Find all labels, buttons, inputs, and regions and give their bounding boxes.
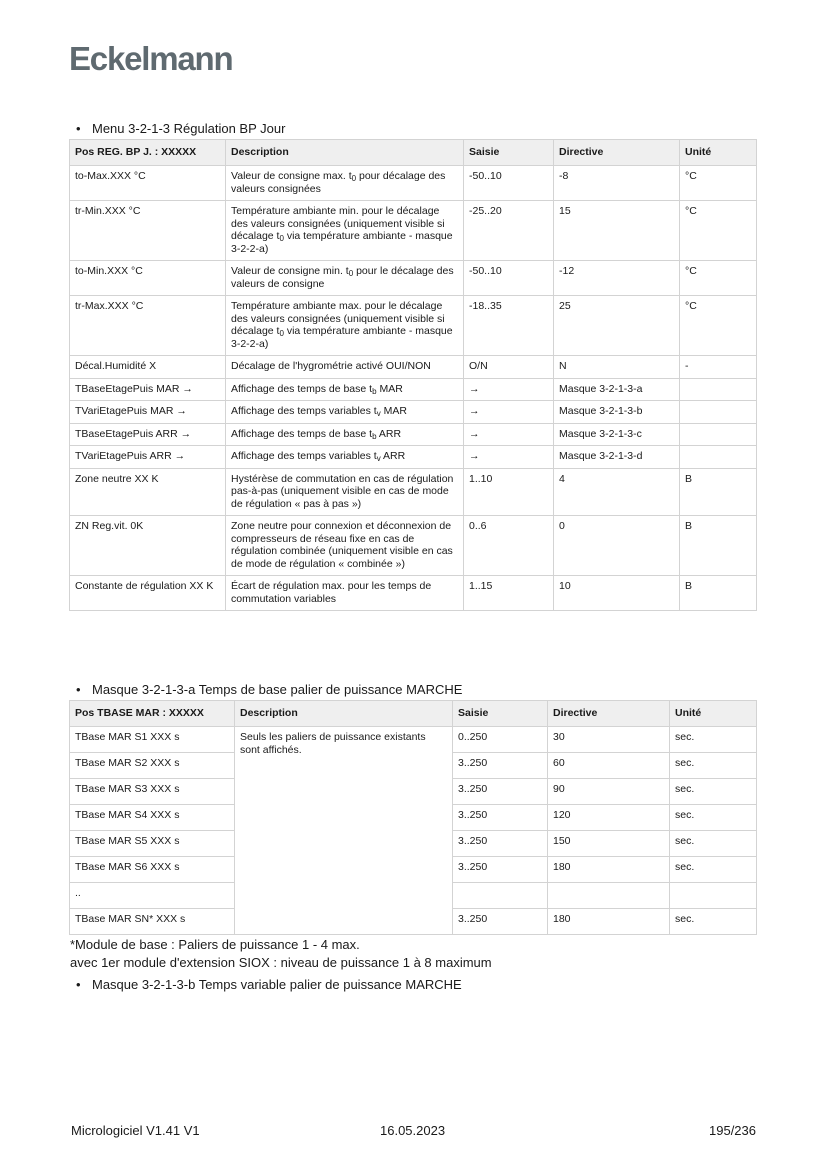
description-subscript: 0 [279, 234, 284, 243]
unite-cell: sec. [670, 727, 757, 753]
saisie-cell: 0..6 [464, 516, 554, 576]
footnote-line-2: avec 1er module d'extension SIOX : niveau de puissance 1 à 8 maximum [70, 955, 492, 970]
unite-cell [680, 423, 757, 446]
col-header-unite: Unité [680, 140, 757, 166]
col-header-saisie: Saisie [453, 701, 548, 727]
directive-cell: 60 [548, 753, 670, 779]
pos-cell: TVariEtagePuis ARR → [70, 446, 226, 469]
saisie-cell: -50..10 [464, 261, 554, 296]
description-cell [226, 296, 464, 356]
pos-cell: tr-Max.XXX °C [70, 296, 226, 356]
directive-cell: 90 [548, 779, 670, 805]
col-header-directive: Directive [548, 701, 670, 727]
description-text: Température ambiante max. pour le décalage des valeurs consignées (uniquement visible si décalage t [231, 300, 445, 337]
description-cell [226, 423, 464, 446]
pos-cell: .. [70, 883, 235, 909]
pos-cell: TBaseEtagePuis ARR → [70, 423, 226, 446]
directive-cell: 25 [554, 296, 680, 356]
table-row [70, 446, 757, 469]
description-cell [226, 356, 464, 379]
table-row [70, 423, 757, 446]
saisie-cell: 3..250 [453, 909, 548, 935]
table-row [70, 296, 757, 356]
unite-cell: sec. [670, 857, 757, 883]
unite-cell: °C [680, 166, 757, 201]
pos-cell: Décal.Humidité X [70, 356, 226, 379]
directive-cell: Masque 3-2-1-3-a [554, 378, 680, 401]
description-cell [226, 401, 464, 424]
saisie-cell: -50..10 [464, 166, 554, 201]
directive-cell: 10 [554, 576, 680, 611]
directive-cell: -8 [554, 166, 680, 201]
saisie-cell: → [464, 378, 554, 401]
description-text: Affichage des temps de base t [231, 382, 373, 395]
unite-cell: B [680, 516, 757, 576]
description-text: Écart de régulation max. pour les temps de commutation variables [231, 580, 432, 605]
description-subscript: 0 [351, 174, 357, 183]
pos-cell: TBase MAR S4 XXX s [70, 805, 235, 831]
description-text-end: ARR [376, 427, 402, 440]
unite-cell: B [680, 468, 757, 516]
pos-cell: ZN Reg.vit. 0K [70, 516, 226, 576]
description-text: Hystérèse de commutation en cas de régulation pas-à-pas (uniquement visible en cas de mode de régulation « pas à pas ») [231, 472, 454, 510]
description-text: Valeur de consigne max. t [231, 170, 352, 182]
table-header [70, 701, 757, 727]
description-text: Décalage de l'hygrométrie activé OUI/NON [231, 360, 431, 372]
table-row [70, 576, 757, 611]
table-row [70, 401, 757, 424]
unite-cell: - [680, 356, 757, 379]
description-cell [226, 201, 464, 261]
pos-cell: to-Max.XXX °C [70, 166, 226, 201]
table-row [70, 468, 757, 516]
tbase-mar-table [69, 700, 757, 935]
footer-firmware-version: Micrologiciel V1.41 V1 [71, 1123, 200, 1138]
table-row [70, 166, 757, 201]
description-subscript: v [376, 454, 381, 463]
pos-cell: TBase MAR SN* XXX s [70, 909, 235, 935]
saisie-cell: 3..250 [453, 857, 548, 883]
directive-cell: 0 [554, 516, 680, 576]
description-text-end: MAR [380, 405, 407, 417]
pos-cell: TBaseEtagePuis MAR → [70, 378, 226, 401]
pos-cell: TBase MAR S5 XXX s [70, 831, 235, 857]
saisie-cell: O/N [464, 356, 554, 379]
pos-cell: TBase MAR S1 XXX s [70, 727, 235, 753]
footer-page-number: 195/236 [709, 1123, 756, 1138]
regulation-bp-jour-table [69, 139, 757, 611]
col-header-description: Description [226, 140, 464, 166]
description-text-end: via température ambiante - masque 3-2-2-a) [231, 230, 453, 255]
directive-cell: 120 [548, 805, 670, 831]
description-text: Affichage des temps variables t [231, 405, 377, 417]
saisie-cell: -18..35 [464, 296, 554, 356]
pos-cell: Zone neutre XX K [70, 468, 226, 516]
unite-cell: °C [680, 261, 757, 296]
directive-cell: Masque 3-2-1-3-c [554, 423, 680, 446]
directive-cell: 30 [548, 727, 670, 753]
directive-cell: 180 [548, 909, 670, 935]
section-heading-masque-3-2-1-3-a: • Masque 3-2-1-3-a Temps de base palier de puissance MARCHE [76, 682, 463, 697]
description-cell: Seuls les paliers de puissance existants sont affichés. [235, 727, 453, 935]
unite-cell [670, 883, 757, 909]
saisie-cell: 1..10 [464, 468, 554, 516]
directive-cell: 4 [554, 468, 680, 516]
unite-cell: sec. [670, 831, 757, 857]
description-cell [226, 261, 464, 296]
description-text: Affichage des temps variables t [231, 450, 377, 462]
table-row [70, 261, 757, 296]
saisie-cell: -25..20 [464, 201, 554, 261]
col-header-pos: Pos REG. BP J. : XXXXX [70, 140, 226, 166]
directive-cell: 150 [548, 831, 670, 857]
table-row [70, 516, 757, 576]
description-subscript: 0 [348, 269, 354, 278]
description-subscript: b [372, 431, 377, 441]
col-header-directive: Directive [554, 140, 680, 166]
section-heading-masque-3-2-1-3-b: • Masque 3-2-1-3-b Temps variable palier de puissance MARCHE [76, 977, 462, 992]
table-body [70, 166, 757, 611]
table-row [70, 356, 757, 379]
col-header-unite: Unité [670, 701, 757, 727]
saisie-cell: 3..250 [453, 779, 548, 805]
bullet-icon: • [76, 121, 81, 136]
description-subscript: b [372, 386, 377, 396]
description-cell [226, 576, 464, 611]
pos-cell: Constante de régulation XX K [70, 576, 226, 611]
description-text: Affichage des temps de base t [231, 427, 373, 440]
footnote-line-1: *Module de base : Paliers de puissance 1 - 4 max. [70, 937, 360, 952]
unite-cell: °C [680, 296, 757, 356]
saisie-cell: 3..250 [453, 753, 548, 779]
table-row [70, 378, 757, 401]
description-cell [226, 468, 464, 516]
directive-cell: Masque 3-2-1-3-d [554, 446, 680, 469]
table-row [70, 201, 757, 261]
eckelmann-logo: Eckelmann [69, 40, 233, 77]
pos-cell: TBase MAR S2 XXX s [70, 753, 235, 779]
directive-cell: N [554, 356, 680, 379]
footer-date: 16.05.2023 [380, 1123, 446, 1138]
bullet-icon: • [76, 682, 81, 697]
unite-cell: B [680, 576, 757, 611]
unite-cell: sec. [670, 909, 757, 935]
description-text-end: MAR [376, 382, 403, 395]
description-text-end: ARR [380, 450, 406, 462]
saisie-cell: → [464, 423, 554, 446]
description-text-end: pour décalage des valeurs consignées [231, 170, 446, 195]
table-row [70, 727, 757, 753]
description-text: Valeur de consigne min. t [231, 265, 349, 277]
pos-cell: TVariEtagePuis MAR → [70, 401, 226, 424]
col-header-saisie: Saisie [464, 140, 554, 166]
description-text-end: pour le décalage des valeurs de consigne [231, 265, 454, 290]
description-cell [226, 516, 464, 576]
directive-cell: Masque 3-2-1-3-b [554, 401, 680, 424]
description-subscript: v [376, 409, 381, 418]
unite-cell [680, 446, 757, 469]
directive-cell: 180 [548, 857, 670, 883]
description-cell [226, 378, 464, 401]
pos-cell: to-Min.XXX °C [70, 261, 226, 296]
col-header-description: Description [235, 701, 453, 727]
description-cell [226, 446, 464, 469]
saisie-cell: → [464, 446, 554, 469]
pos-cell: TBase MAR S3 XXX s [70, 779, 235, 805]
table-header [70, 140, 757, 166]
unite-cell: °C [680, 201, 757, 261]
unite-cell [680, 401, 757, 424]
saisie-cell [453, 883, 548, 909]
saisie-cell: 1..15 [464, 576, 554, 611]
description-text-end: via température ambiante - masque 3-2-2-a) [231, 325, 453, 350]
table-body [70, 727, 757, 935]
description-subscript: 0 [279, 329, 284, 338]
pos-cell: TBase MAR S6 XXX s [70, 857, 235, 883]
unite-cell: sec. [670, 805, 757, 831]
description-text: Zone neutre pour connexion et déconnexion de compresseurs de réseau fixe en cas de régulation combinée (uniquement visible en cas de mode de régulation « combinée ») [231, 520, 453, 570]
unite-cell [680, 378, 757, 401]
col-header-pos: Pos TBASE MAR : XXXXX [70, 701, 235, 727]
section-heading-menu-3-2-1-3: • Menu 3-2-1-3 Régulation BP Jour [76, 121, 286, 136]
directive-cell: -12 [554, 261, 680, 296]
saisie-cell: 0..250 [453, 727, 548, 753]
pos-cell: tr-Min.XXX °C [70, 201, 226, 261]
saisie-cell: 3..250 [453, 805, 548, 831]
saisie-cell: 3..250 [453, 831, 548, 857]
description-cell [226, 166, 464, 201]
directive-cell [548, 883, 670, 909]
unite-cell: sec. [670, 753, 757, 779]
bullet-icon: • [76, 977, 81, 992]
directive-cell: 15 [554, 201, 680, 261]
saisie-cell: → [464, 401, 554, 424]
description-text: Température ambiante min. pour le décalage des valeurs consignées (uniquement visible si décalage t [231, 205, 445, 242]
unite-cell: sec. [670, 779, 757, 805]
